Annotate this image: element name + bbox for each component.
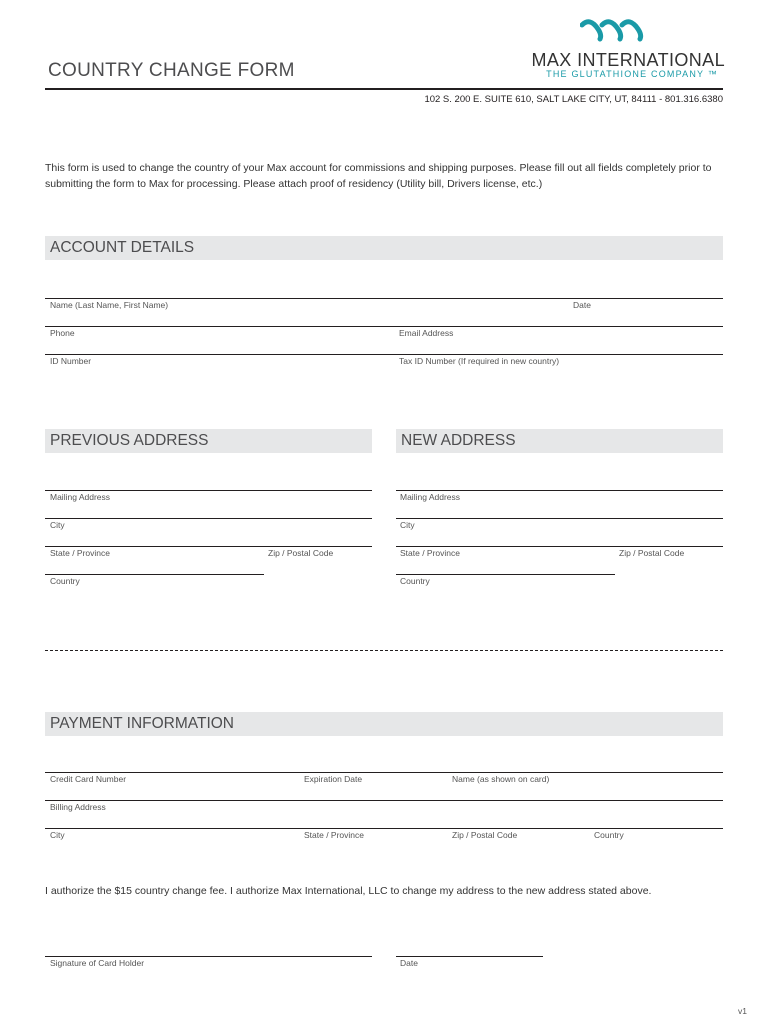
company-tagline: THE GLUTATHIONE COMPANY ™ bbox=[546, 69, 718, 79]
new-address-header bbox=[396, 429, 723, 453]
prev-country-field[interactable] bbox=[45, 574, 264, 575]
id-number-label: ID Number bbox=[50, 356, 92, 366]
account-details-header bbox=[45, 236, 723, 260]
new-mailing-label: Mailing Address bbox=[400, 492, 461, 502]
signature-field[interactable] bbox=[45, 956, 372, 957]
email-label: Email Address bbox=[399, 328, 454, 338]
prev-zip-label: Zip / Postal Code bbox=[268, 548, 334, 558]
prev-country-label: Country bbox=[50, 576, 80, 586]
id-tax-field[interactable] bbox=[45, 354, 723, 355]
billing-address-label: Billing Address bbox=[50, 802, 106, 812]
signature-date-field[interactable] bbox=[396, 956, 543, 957]
billing-address-field[interactable] bbox=[45, 800, 723, 801]
card-name-label: Name (as shown on card) bbox=[452, 774, 550, 784]
wave-logo-icon bbox=[580, 19, 648, 43]
new-city-field[interactable] bbox=[396, 518, 723, 519]
billing-city-label: City bbox=[50, 830, 65, 840]
new-city-label: City bbox=[400, 520, 415, 530]
phone-label: Phone bbox=[50, 328, 75, 338]
previous-address-header bbox=[45, 429, 372, 453]
version-label: v1 bbox=[738, 1006, 747, 1016]
tax-id-label: Tax ID Number (If required in new country) bbox=[399, 356, 560, 366]
section-title: NEW ADDRESS bbox=[401, 432, 516, 449]
phone-email-field[interactable] bbox=[45, 326, 723, 327]
prev-mailing-label: Mailing Address bbox=[50, 492, 111, 502]
date-label: Date bbox=[573, 300, 591, 310]
billing-state-label: State / Province bbox=[304, 830, 365, 840]
new-state-label: State / Province bbox=[400, 548, 461, 558]
new-state-zip-field[interactable] bbox=[396, 546, 723, 547]
billing-country-label: Country bbox=[594, 830, 624, 840]
prev-state-label: State / Province bbox=[50, 548, 111, 558]
name-field[interactable] bbox=[45, 298, 723, 299]
card-number-label: Credit Card Number bbox=[50, 774, 127, 784]
title-divider bbox=[45, 88, 723, 90]
expiration-label: Expiration Date bbox=[304, 774, 363, 784]
new-mailing-field[interactable] bbox=[396, 490, 723, 491]
authorization-text: I authorize the $15 country change fee. I authorize Max International, LLC to change my address to the new address stated above. bbox=[45, 885, 652, 897]
new-zip-label: Zip / Postal Code bbox=[619, 548, 685, 558]
company-address: 102 S. 200 E. SUITE 610, SALT LAKE CITY, UT, 84111 - 801.316.6380 bbox=[424, 94, 723, 105]
signature-label: Signature of Card Holder bbox=[50, 958, 145, 968]
signature-date-label: Date bbox=[400, 958, 418, 968]
name-label: Name (Last Name, First Name) bbox=[50, 300, 169, 310]
new-country-label: Country bbox=[400, 576, 430, 586]
prev-mailing-field[interactable] bbox=[45, 490, 372, 491]
prev-state-zip-field[interactable] bbox=[45, 546, 372, 547]
intro-text: This form is used to change the country of your Max account for commissions and shipping purposes. Please fill out all fields completely prior to submitting the form to Max for processing. Please attach proof of residency (Utility bill, Drivers license, etc.) bbox=[45, 162, 712, 190]
card-info-field[interactable] bbox=[45, 772, 723, 773]
prev-city-label: City bbox=[50, 520, 65, 530]
section-title: PAYMENT INFORMATION bbox=[50, 715, 234, 732]
section-title: ACCOUNT DETAILS bbox=[50, 239, 195, 256]
billing-location-field[interactable] bbox=[45, 828, 723, 829]
section-title: PREVIOUS ADDRESS bbox=[50, 432, 209, 449]
page-title: COUNTRY CHANGE FORM bbox=[48, 60, 295, 81]
new-country-field[interactable] bbox=[396, 574, 615, 575]
prev-city-field[interactable] bbox=[45, 518, 372, 519]
company-name: MAX INTERNATIONAL bbox=[531, 50, 725, 70]
billing-zip-label: Zip / Postal Code bbox=[452, 830, 518, 840]
cut-line-divider bbox=[45, 650, 723, 651]
payment-information-header bbox=[45, 712, 723, 736]
